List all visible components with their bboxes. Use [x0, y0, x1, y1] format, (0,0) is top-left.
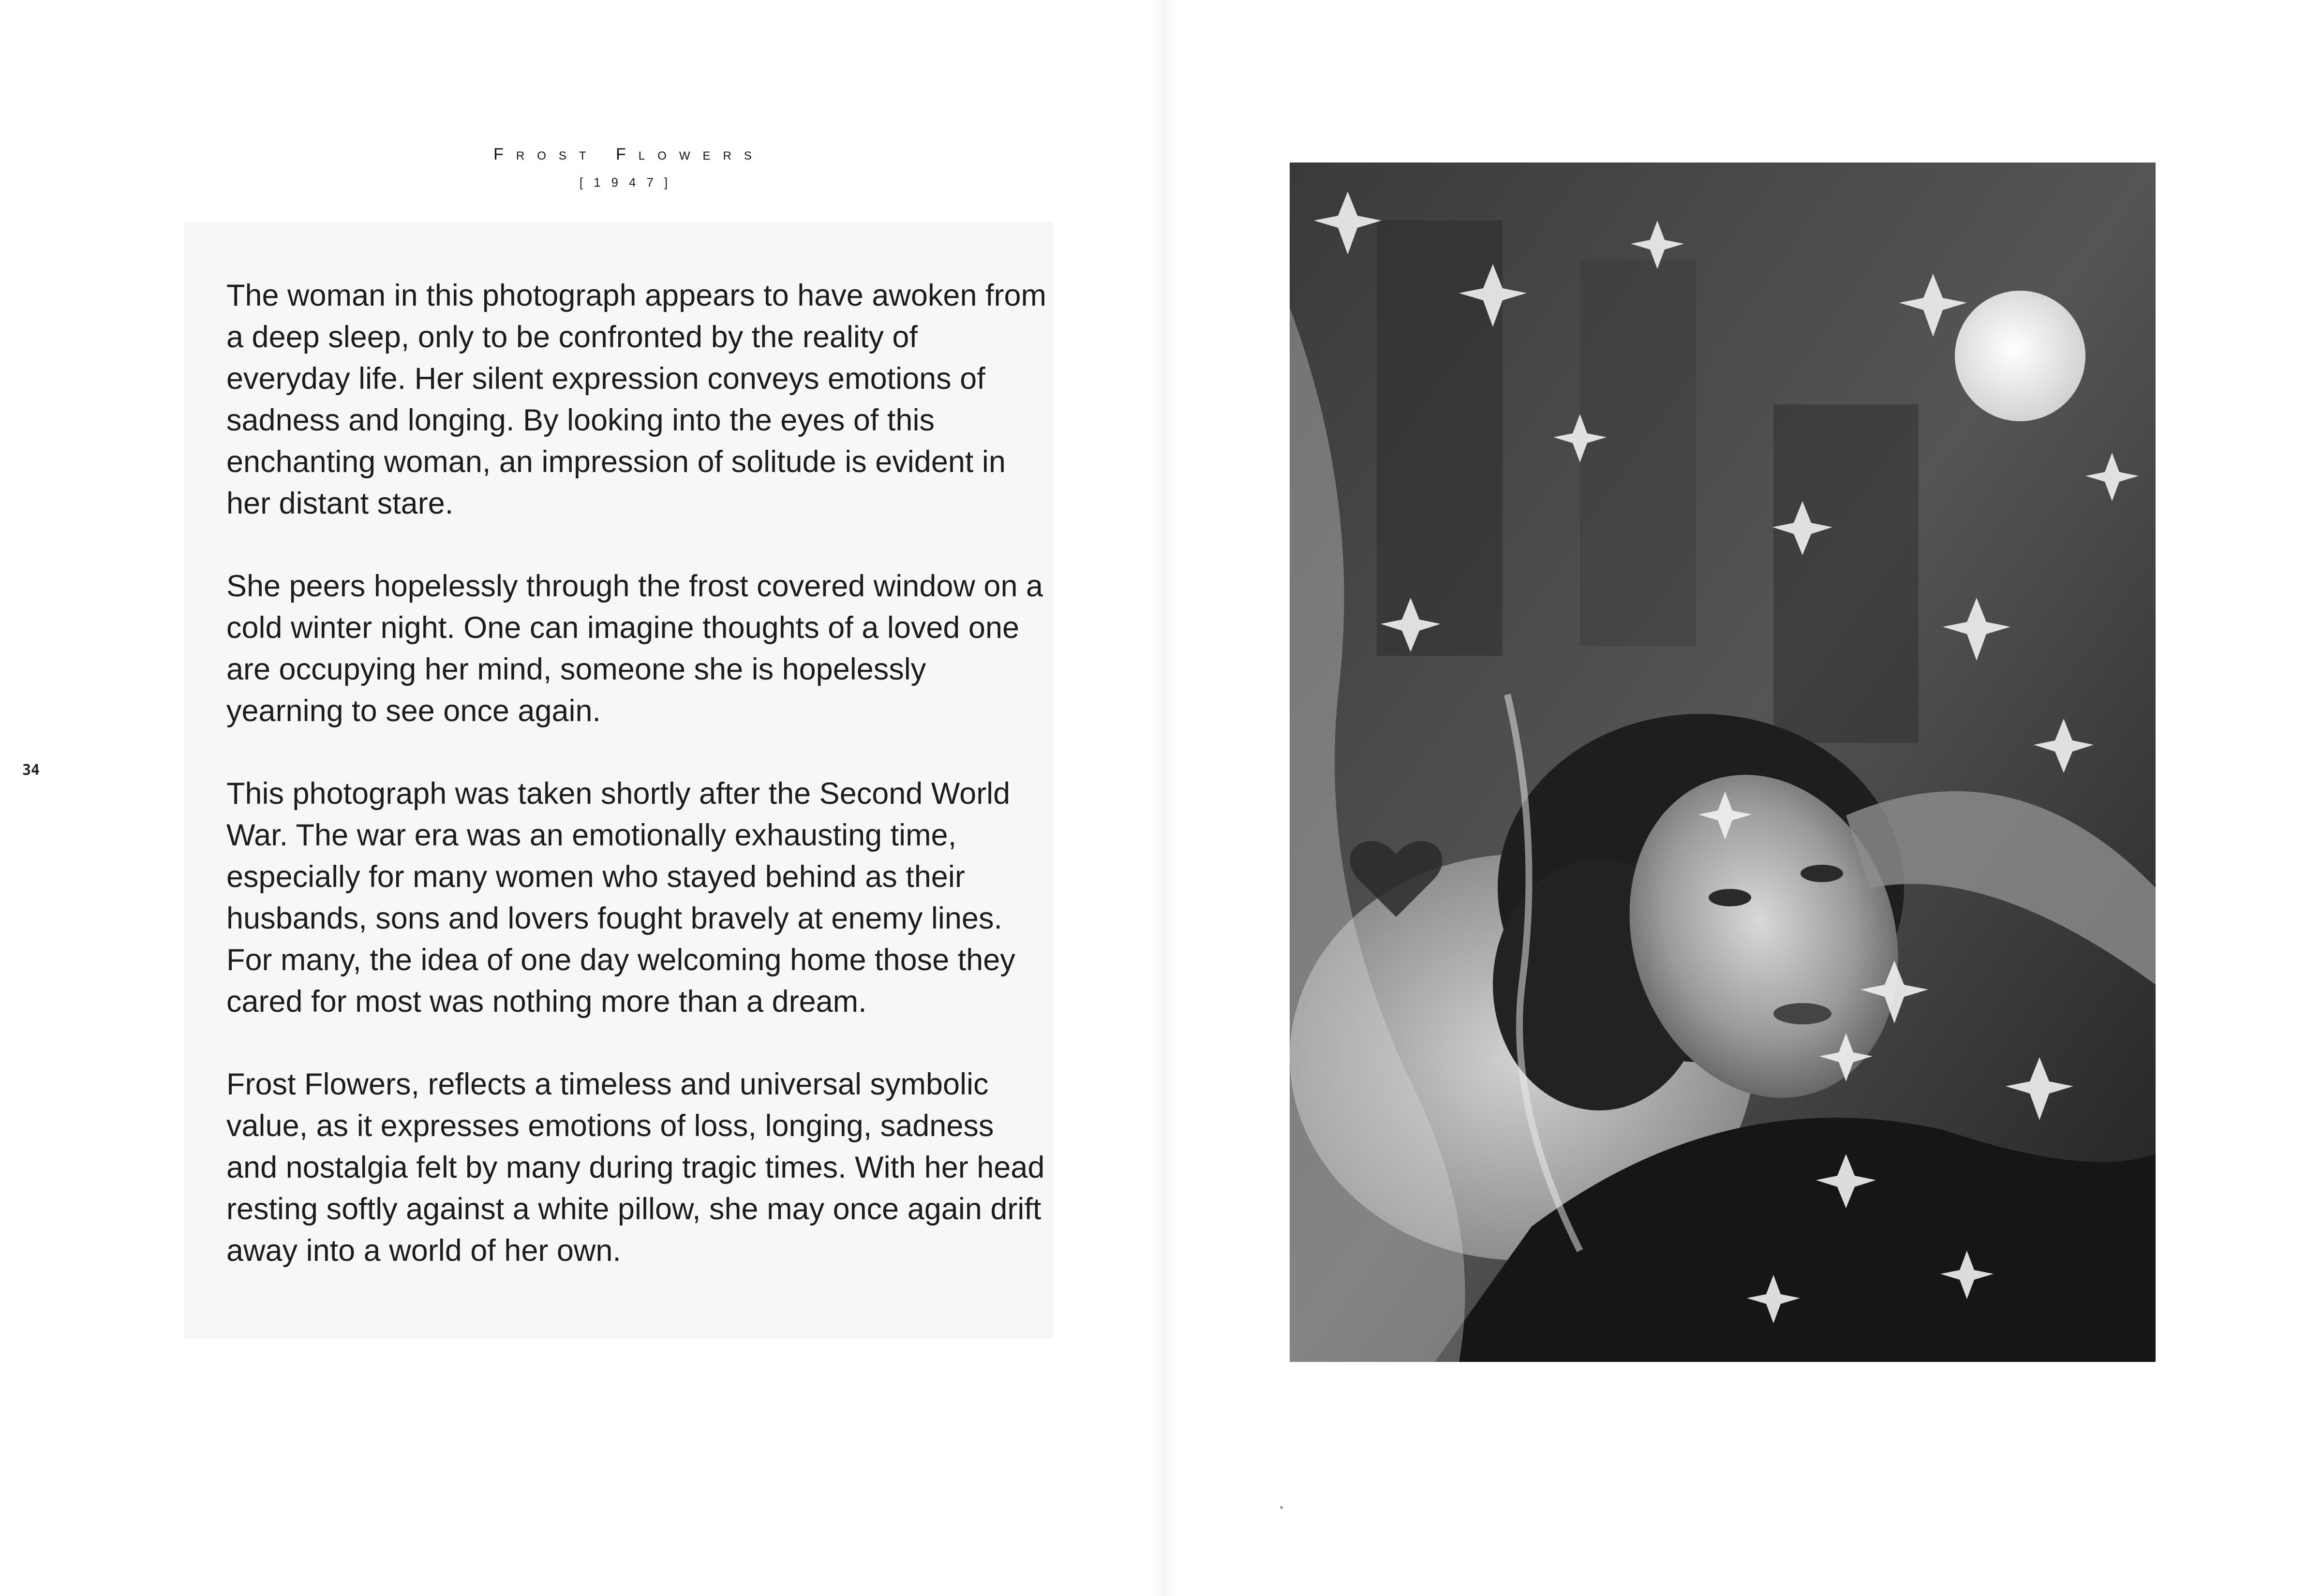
photo-illustration [1290, 163, 2156, 1362]
paragraph-1: The woman in this photograph appears to have awoken from a deep sleep, only to be confronted by the reality of everyday life. Her silent expression conveys emotions of sadness and longing. By looking into the eyes of this enchanting woman, an impression of solitude is evident in her distant stare. [226, 279, 1047, 520]
page-title: Frost Flowers [493, 145, 764, 163]
dust-speck [1280, 1506, 1283, 1509]
paragraph-4: Frost Flowers, reflects a timeless and universal symbolic value, as it expresses emotions of loss, longing, sadness and nostalgia felt by many during tragic times. With her head resting softly against a white pillow, she may once again drift away into a world of her own. [226, 1067, 1045, 1268]
page-year: [1947] [579, 175, 679, 190]
body-text [226, 275, 1049, 1313]
frost-portrait-photo [1290, 163, 2156, 1362]
page-number: 34 [22, 762, 40, 779]
book-gutter [1150, 0, 1179, 1596]
moon-circle [1955, 291, 2085, 421]
paragraph-3: This photograph was taken shortly after the Second World War. The war era was an emotionally exhausting time, especially for many women who stayed behind as their husbands, sons and lovers fought bravely at enemy lines. For many, the idea of one day welcoming home those they cared for most was nothing more than a dream. [226, 777, 1015, 1019]
paragraph-2: She peers hopelessly through the frost covered window on a cold winter night. One can imagine thoughts of a loved one are occupying her mind, someone she is hopelessly yearning to see once again. [226, 569, 1043, 728]
